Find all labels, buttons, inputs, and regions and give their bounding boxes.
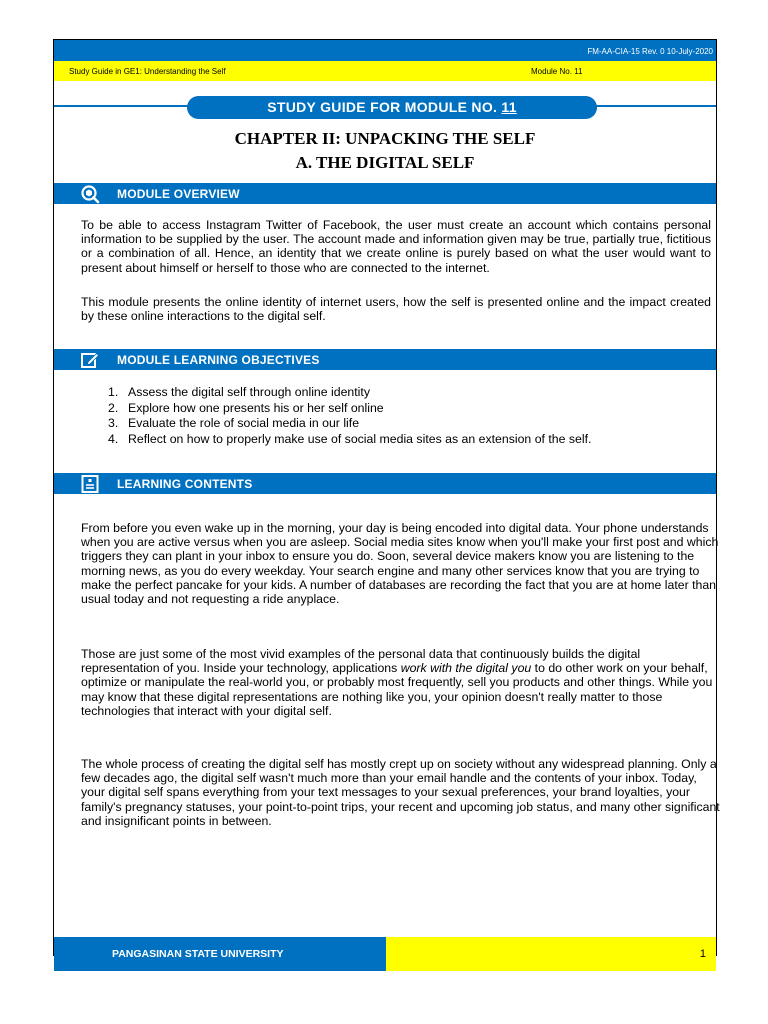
learning-contents-title: LEARNING CONTENTS	[117, 477, 253, 491]
learning-contents-header	[54, 473, 716, 494]
contents-paragraph-1: From before you even wake up in the morning, your day is being encoded into digital data. Your phone understands when you are active versus when you are asleep. Social media sites know when you'll make your first post and which triggers they can plant in your inbox to ensure you do. Soon, several device makers know you are listening to the morning news, as you do every weekday. Your search engine and many other services know that you are trying to make the perfect pancake for your kids. A number of databases are recording the fact that you are at home later than usual today and not requesting a ride anyplace.	[81, 521, 719, 607]
list-item: 1. Assess the digital self through online identity	[108, 385, 370, 399]
module-overview-title: MODULE OVERVIEW	[117, 187, 240, 201]
module-number-label: Module No. 11	[531, 67, 583, 76]
university-name: PANGASINAN STATE UNIVERSITY	[112, 948, 284, 960]
footer-university-bar	[54, 937, 386, 971]
learning-objectives-title: MODULE LEARNING OBJECTIVES	[117, 353, 320, 367]
chapter-subtitle: A. THE DIGITAL SELF	[295, 153, 475, 172]
magnifier-icon	[80, 184, 100, 204]
emphasis-text: work with the digital you	[400, 661, 532, 676]
contents-paragraph-2: Those are just some of the most vivid examples of the personal data that continuously builds the digital representation of you. Inside your technology, applications work with the digital you to do other work on your behalf, optimize or manipulate the real-world you, or probably most frequently, sell you products and other things. While you may know that these digital representations are nothing like you, your opinion doesn't really matter to those technologies that interact with your digital self.	[81, 647, 713, 718]
study-guide-prefix: STUDY GUIDE FOR MODULE NO.	[267, 99, 502, 115]
footer-page-bar	[386, 937, 716, 971]
overview-paragraph-2: This module presents the online identity of internet users, how the self is presented online and the impact created by these online interactions to the digital self.	[81, 295, 711, 324]
study-guide-banner	[187, 96, 597, 119]
pencil-square-icon	[80, 350, 100, 370]
course-bar	[54, 61, 716, 81]
course-title: Study Guide in GE1: Understanding the Self	[69, 67, 226, 76]
learning-objectives-header	[54, 349, 716, 370]
chapter-title: CHAPTER II: UNPACKING THE SELF	[234, 129, 536, 148]
list-item: 4. Reflect on how to properly make use of social media sites as an extension of the self.	[108, 431, 592, 446]
page-number: 1	[699, 948, 706, 960]
contents-paragraph-3: The whole process of creating the digital self has mostly crept up on society without any widespread planning. Only a few decades ago, the digital self wasn't much more than your email handle and the contents of your inbox. Today, your digital self spans everything from your text messages to your sexual preferences, your brand loyalties, your family's pregnancy statuses, your point-to-point trips, your recent and upcoming job status, and many other significant and insignificant points in between.	[81, 757, 720, 828]
list-item: 3. Evaluate the role of social media in our life	[108, 416, 360, 430]
objectives-list	[108, 385, 591, 447]
list-item: 2. Explore how one presents his or her self online	[108, 400, 384, 415]
document-icon	[80, 474, 100, 494]
document-code: FM-AA-CIA-15 Rev. 0 10-July-2020	[587, 47, 713, 56]
overview-paragraph-1: To be able to access Instagram Twitter of Facebook, the user must create an account which contains personal information to be supplied by the user. The account made and information given may be true, partially true, fictitious or a combination of all. Hence, an identity that we create online is purely based on what the user would want to present about himself or herself to those who are connected to the internet.	[81, 218, 711, 275]
page-frame	[53, 39, 720, 960]
document-code-bar	[54, 40, 716, 61]
study-guide-module-number: 11	[501, 99, 517, 115]
module-overview-header	[54, 183, 716, 204]
